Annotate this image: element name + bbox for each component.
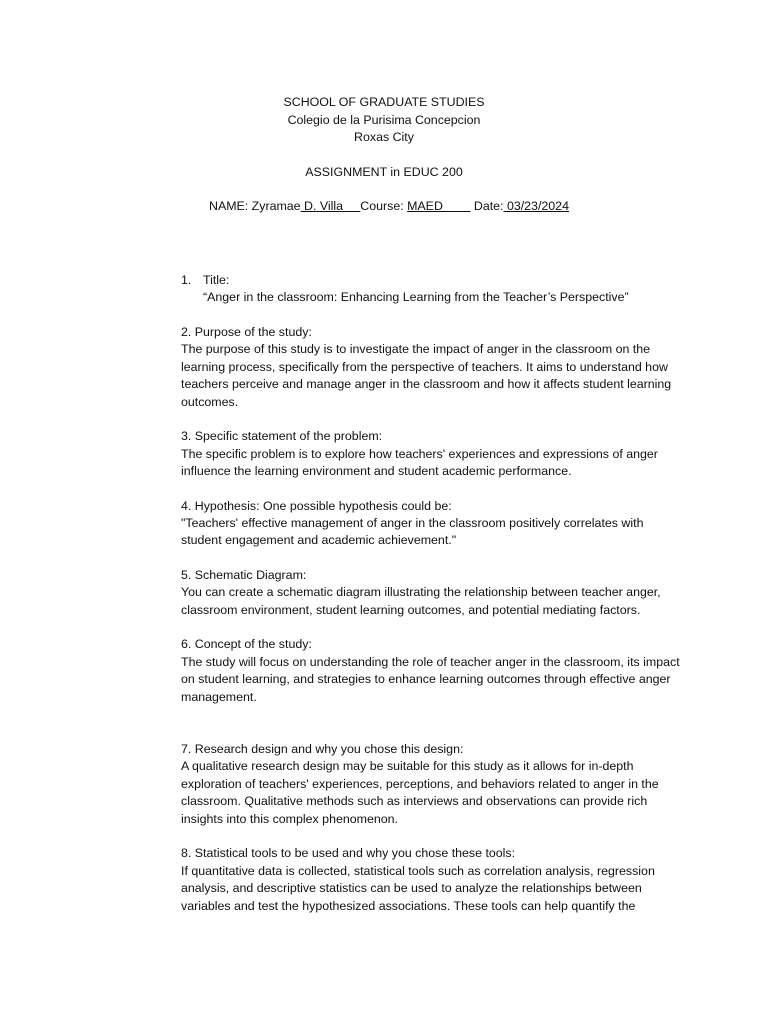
section-heading: 8. Statistical tools to be used and why you chose these tools: [181,846,516,861]
section-body: The specific problem is to explore how teachers' experiences and expressions of anger influence the learning environment and student academic performance. [181,446,658,479]
study-title: “Anger in the classroom: Enhancing Learning from the Teacher’s Perspective” [203,290,629,305]
section-body: The study will focus on understanding the role of teacher anger in the classroom, its impact on student learning, and strategies to enhance learning outcomes through effective anger management. [181,654,680,704]
college-name: Colegio de la Purisima Concepcion [287,112,481,127]
section-heading: 5. Schematic Diagram: [181,568,307,583]
section-schematic [181,567,681,619]
section-problem [181,428,681,480]
city-name: Roxas City [354,130,414,144]
date-value: 03/23/2024 [503,199,569,213]
section-purpose [181,324,681,411]
section-heading: 2. Purpose of the study: [181,325,312,339]
name-label: NAME: Zyramae [209,199,301,213]
student-info-line [209,198,569,216]
section-body: "Teachers' effective management of anger in the classroom positively correlates with student engagement and academic achievement." [181,516,644,548]
section-number: 1. [181,273,192,287]
section-body: The purpose of this study is to investigate the impact of anger in the classroom on the learning process, specifically from the perspective of teachers. It aims to understand how teachers perceive and manage anger in the classroom and how it affects student learning outcomes. [181,342,672,409]
name-value: D. Villa [300,199,361,213]
section-concept [181,636,681,706]
section-title [181,272,681,307]
section-statistical-tools [181,845,681,915]
section-body: A qualitative research design may be suitable for this study as it allows for in-depth exploration of teachers' experiences, perceptions, and behaviors related to anger in the classroom. Qualitative methods such as interviews and observations can provide rich insights into this complex phenomenon. [181,759,659,826]
section-heading: 4. Hypothesis: One possible hypothesis could be: [181,498,452,513]
section-heading: 7. Research design and why you chose this design: [181,742,464,757]
section-body: If quantitative data is collected, statistical tools such as correlation analysis, regression analysis, and descriptive statistics can be used to analyze the relationships between variables and test the hypothesized associations. These tools can help quantify the [181,863,655,913]
section-hypothesis [181,498,681,550]
course-label: Course: [360,199,408,213]
section-heading: 6. Concept of the study: [181,637,312,652]
section-heading: 3. Specific statement of the problem: [181,429,383,444]
section-heading: Title: [203,273,230,287]
document-body [181,272,681,932]
section-research-design [181,741,681,828]
date-label: Date: [470,199,504,213]
section-body: You can create a schematic diagram illustrating the relationship between teacher anger, classroom environment, student learning outcomes, and potential mediating factors. [181,585,661,617]
school-name: SCHOOL OF GRADUATE STUDIES [283,95,485,109]
course-value: MAED [407,199,471,213]
document-header [0,94,768,181]
assignment-title: ASSIGNMENT in EDUC 200 [305,164,463,179]
